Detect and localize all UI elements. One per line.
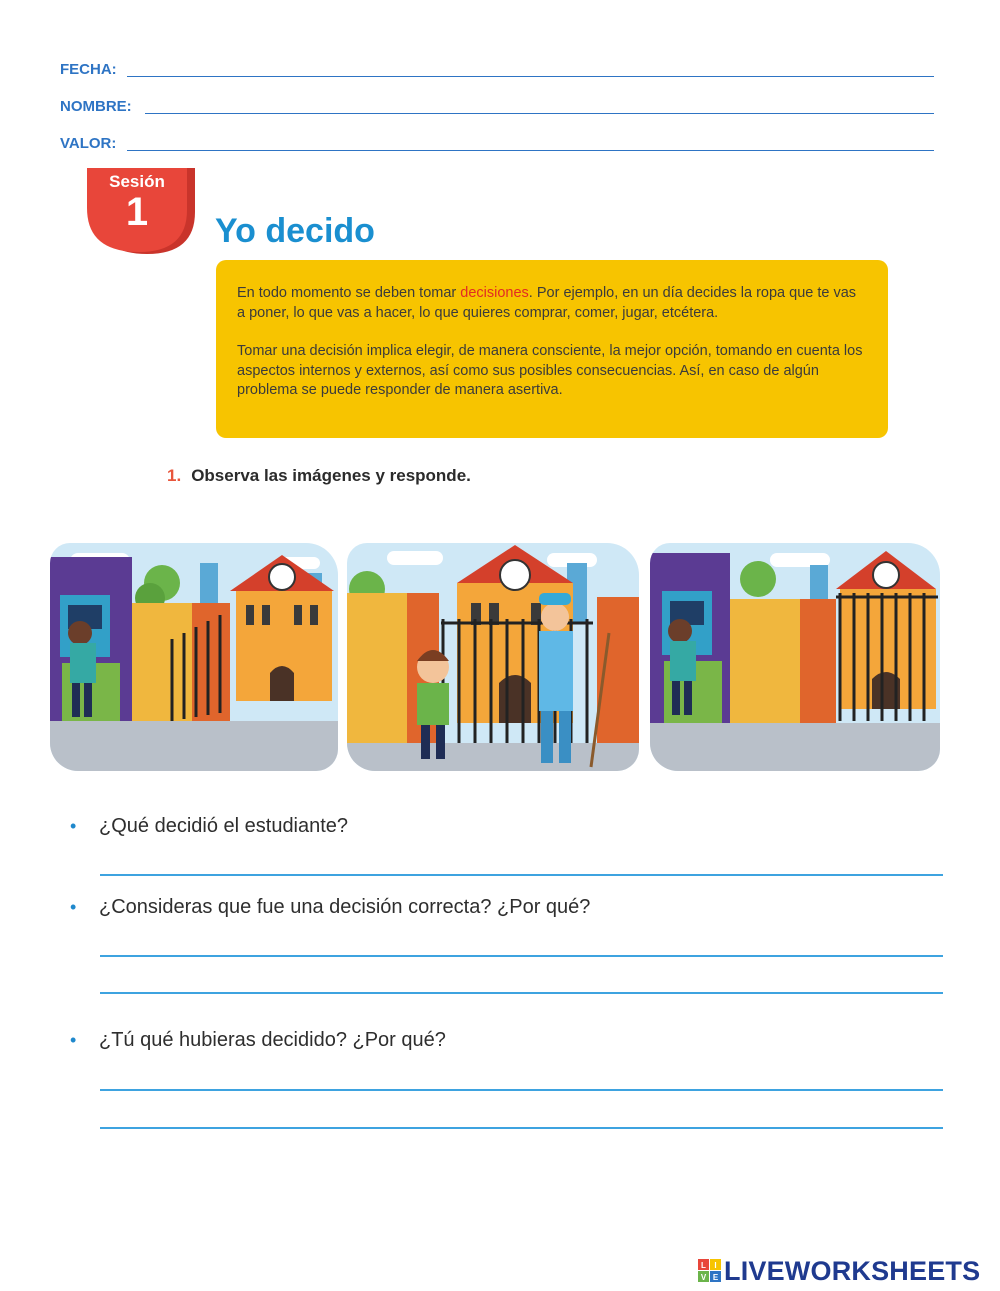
intro-paragraph-1: En todo momento se deben tomar decisiones. Por ejemplo, en un día decides la ropa que te vas a poner, lo que vas a hacer, lo que quieres comprar, comer, jugar, etcétera. (237, 285, 857, 321)
page-title: Yo decido (215, 212, 375, 250)
illustration-panel-2 (347, 543, 639, 771)
answer-line-3a[interactable] (100, 1089, 943, 1091)
instruction-number: 1. (167, 466, 182, 485)
fecha-line[interactable] (127, 76, 934, 77)
liveworksheets-logo (698, 1256, 980, 1286)
session-number: 1 (125, 190, 149, 234)
intro-paragraph-2: Tomar una decisión implica elegir, de manera consciente, la mejor opción, tomando en cuenta los aspectos internos y externos, así como sus posibles consecuencias. Así, en caso de algún problema se puede responder de manera asertiva. (237, 343, 863, 398)
valor-label: VALOR: (60, 135, 117, 152)
question-3: • ¿Tú qué hubieras decidido? ¿Por qué? (70, 1029, 446, 1051)
valor-line[interactable] (127, 150, 934, 151)
answer-line-2a[interactable] (100, 955, 943, 957)
fecha-label: FECHA: (60, 61, 117, 78)
question-1-text: ¿Qué decidió el estudiante? (99, 815, 349, 837)
logo-mini-i: I (714, 1261, 717, 1270)
question-3-text: ¿Tú qué hubieras decidido? ¿Por qué? (99, 1029, 446, 1051)
question-1: • ¿Qué decidió el estudiante? (70, 815, 349, 837)
illustration-panel-3 (650, 543, 940, 771)
highlight-word: decisiones (460, 285, 529, 301)
answer-line-1a[interactable] (100, 874, 943, 876)
nombre-label: NOMBRE: (60, 98, 132, 115)
instruction (167, 466, 471, 486)
logo-mini-e: E (712, 1273, 719, 1282)
question-2-text: ¿Consideras que fue una decisión correcta? ¿Por qué? (99, 896, 591, 918)
nombre-line[interactable] (145, 113, 934, 114)
session-label: Sesión (109, 172, 165, 191)
intro-box (216, 260, 888, 438)
question-2: • ¿Consideras que fue una decisión correcta? ¿Por qué? (70, 896, 591, 918)
logo-mini-v: V (700, 1273, 707, 1282)
instruction-text: Observa las imágenes y responde. (191, 466, 471, 485)
illustration-panel-1 (50, 543, 338, 771)
logo-mini-l: L (701, 1261, 706, 1270)
answer-line-3b[interactable] (100, 1127, 943, 1129)
liveworksheets-logo-icon (698, 1259, 722, 1283)
answer-line-2b[interactable] (100, 992, 943, 994)
logo-text: LIVEWORKSHEETS (724, 1255, 981, 1286)
